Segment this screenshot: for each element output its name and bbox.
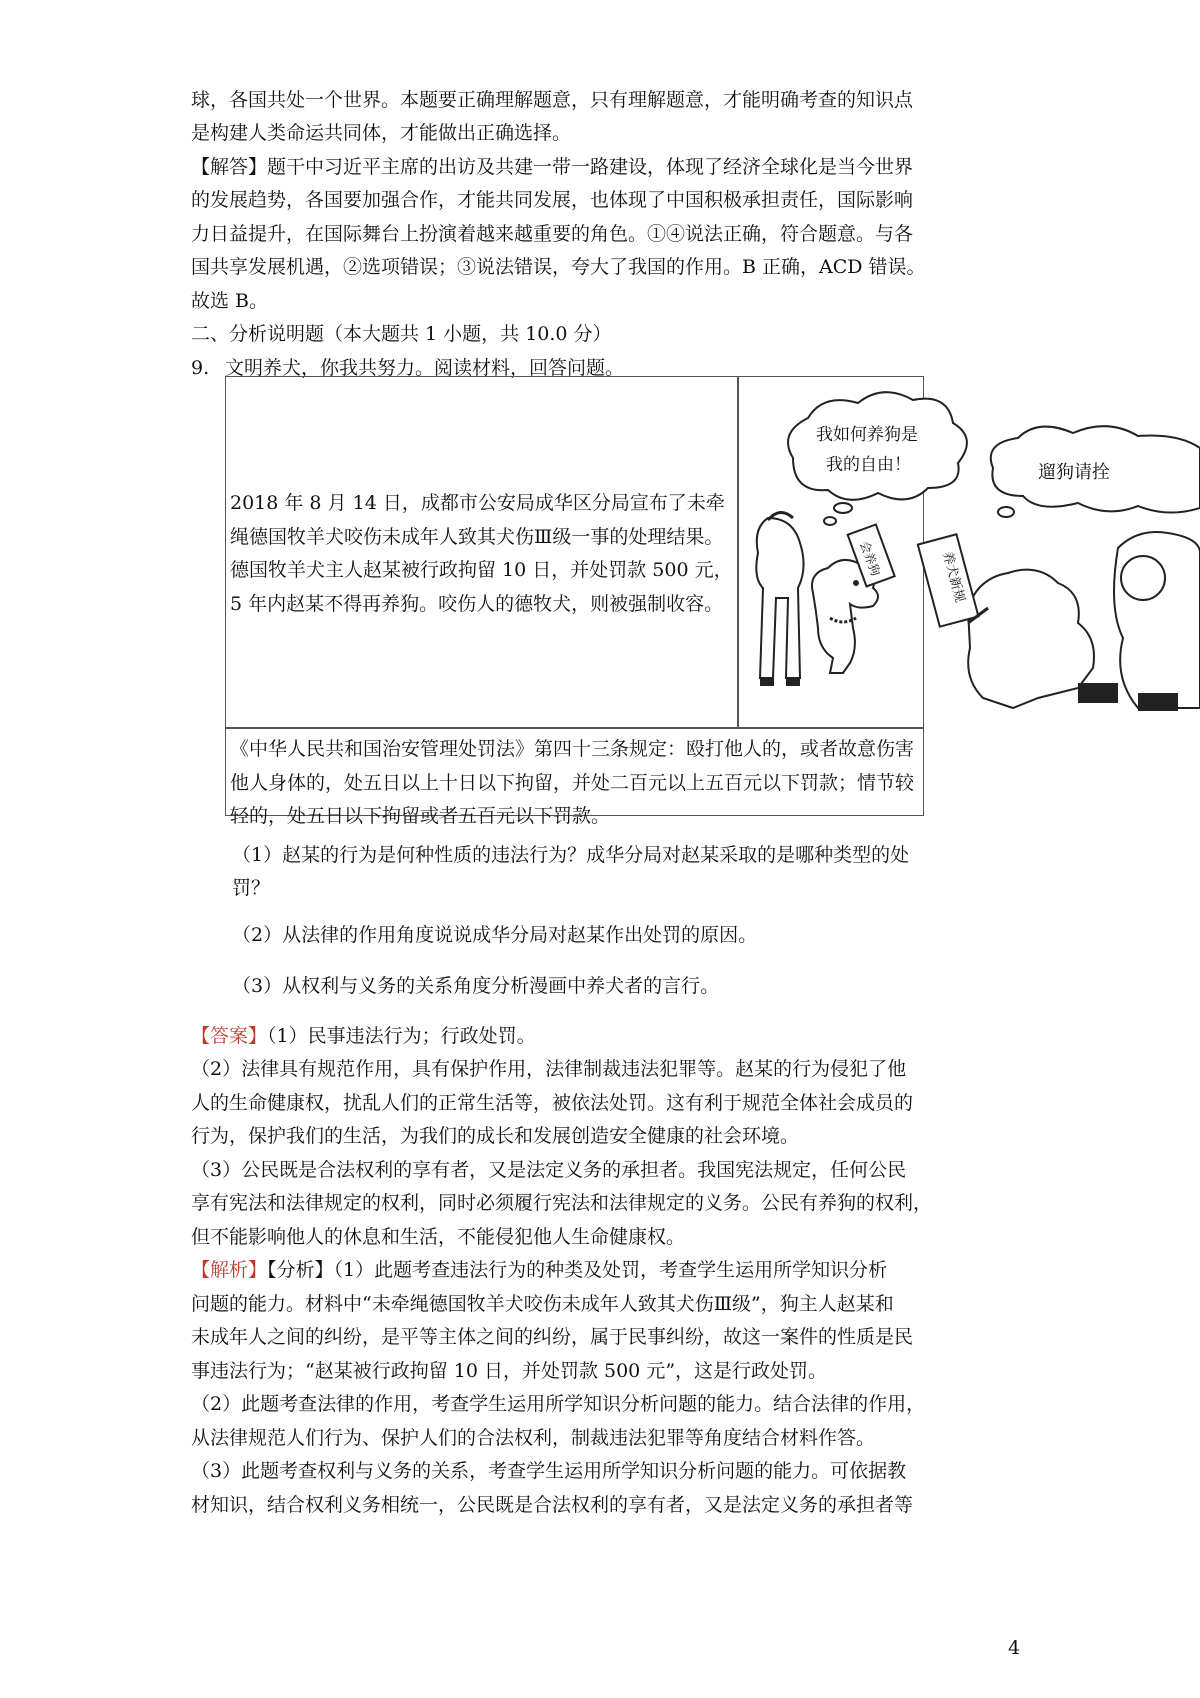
answer-line-2: （2）法律具有规范作用，具有保护作用，法律制裁违法犯罪等。赵某的行为侵犯了他	[191, 1058, 907, 1080]
material-news-cell: 2018 年 8 月 14 日，成都市公安局成华区分局宣布了未牵绳德国牧羊犬咬伤未成年人致其犬伤Ⅲ级一事的处理结果。德国牧羊犬主人赵某被行政拘留 10 日，并处罚款 500 元，5 年内赵某不得再养狗。咬伤人的德牧犬，则被强制收容。	[230, 492, 733, 615]
solution-line-5: 故选 B。	[191, 290, 269, 312]
answer-text-1: （1）民事违法行为；行政处罚。	[267, 1025, 536, 1047]
question-prompt: 文明养犬，你我共努力。阅读材料，回答问题。	[225, 357, 625, 379]
answer-tag: 【答案】	[191, 1025, 268, 1047]
page-number: 4	[1008, 1637, 1021, 1659]
analysis-line-4: 事违法行为；“赵某被行政拘留 10 日，并处罚款 500 元”，这是行政处罚。	[191, 1360, 828, 1382]
analysis-line-7: （3）此题考查权利与义务的关系，考查学生运用所学知识分析问题的能力。可依据教	[191, 1460, 907, 1482]
subquestion-3: （3）从权利与义务的关系角度分析漫画中养犬者的言行。	[232, 975, 720, 997]
intro-line-1: 球，各国共处一个世界。本题要正确理解题意，只有理解题意，才能明确考查的知识点	[191, 89, 914, 111]
analysis-text-1: （1）此题考查违法行为的种类及处罚，考查学生运用所学知识分析	[333, 1259, 888, 1281]
subquestion-1b: 罚？	[232, 877, 271, 899]
bubble-text-2: 遛狗请拴	[1038, 462, 1110, 483]
analysis-line-1	[191, 1254, 1021, 1288]
sign-text-1: 会养狗	[857, 539, 883, 578]
answer-line-5: （3）公民既是合法权利的享有者，又是法定义务的承担者。我国宪法规定，任何公民	[191, 1159, 907, 1181]
answer-line-3: 人的生命健康权，扰乱人们的正常生活等，被依法处罚。这有利于规范全体社会成员的	[191, 1092, 914, 1114]
analysis-line-3: 未成年人之间的纠纷，是平等主体之间的纠纷，属于民事纠纷，故这一案件的性质是民	[191, 1326, 914, 1348]
analysis-line-8: 材知识，结合权利义务相统一，公民既是合法权利的享有者，又是法定义务的承担者等	[191, 1494, 914, 1516]
analysis-tag: 【解析】	[191, 1259, 268, 1281]
subquestion-2: （2）从法律的作用角度说说成华分局对赵某作出处罚的原因。	[232, 924, 758, 946]
material-law-cell: 《中华人民共和国治安管理处罚法》第四十三条规定：殴打他人的，或者故意伤害他人身体的，处五日以上十日以下拘留，并处二百元以上五百元以下罚款；情节较轻的，处五日以下拘留或者五百元以下罚款。	[230, 738, 915, 827]
question-number: 9.	[191, 357, 210, 379]
answer-line-4: 行为，保护我们的生活，为我们的成长和发展创造安全健康的社会环境。	[191, 1125, 800, 1147]
bubble-text-1b: 我的自由！	[826, 455, 911, 475]
solution-line-2: 的发展趋势，各国要加强合作，才能共同发展，也体现了中国积极承担责任，国际影响	[191, 189, 914, 211]
analysis-line-5: （2）此题考查法律的作用，考查学生运用所学知识分析问题的能力。结合法律的作用，	[191, 1393, 926, 1415]
section-heading: 二、分析说明题（本大题共 1 小题，共 10.0 分）	[191, 323, 612, 345]
answer-line-1	[191, 1020, 1021, 1054]
sign-text-2: 养犬新规	[939, 550, 968, 605]
bubble-text-1a: 我如何养狗是	[816, 425, 918, 445]
solution-line-3: 力日益提升，在国际舞台上扮演着越来越重要的角色。①④说法正确，符合题意。与各	[191, 223, 914, 245]
solution-text-1: 题干中习近平主席的出访及共建一带一路建设，体现了经济全球化是当今世界	[267, 156, 914, 178]
subquestion-1a: （1）赵某的行为是何种性质的违法行为？成华分局对赵某采取的是哪种类型的处	[232, 844, 910, 866]
answer-line-7: 但不能影响他人的休息和生活，不能侵犯他人生命健康权。	[191, 1226, 686, 1248]
cartoon-illustration	[738, 378, 1200, 726]
answer-line-6: 享有宪法和法律规定的权利，同时必须履行宪法和法律规定的义务。公民有养狗的权利，	[191, 1192, 933, 1214]
analysis-line-2: 问题的能力。材料中“未牵绳德国牧羊犬咬伤未成年人致其犬伤Ⅲ级”，狗主人赵某和	[191, 1293, 894, 1315]
solution-tag: 【解答】	[191, 156, 268, 178]
analysis-subtag: 【分析】	[267, 1259, 334, 1281]
solution-line-1	[191, 151, 1021, 185]
intro-line-2: 是构建人类命运共同体，才能做出正确选择。	[191, 122, 572, 144]
analysis-line-6: 从法律规范人们行为、保护人们的合法权利，制裁违法犯罪等角度结合材料作答。	[191, 1427, 876, 1449]
solution-line-4: 国共享发展机遇，②选项错误；③说法错误，夸大了我国的作用。B 正确，ACD 错误。	[191, 256, 926, 278]
